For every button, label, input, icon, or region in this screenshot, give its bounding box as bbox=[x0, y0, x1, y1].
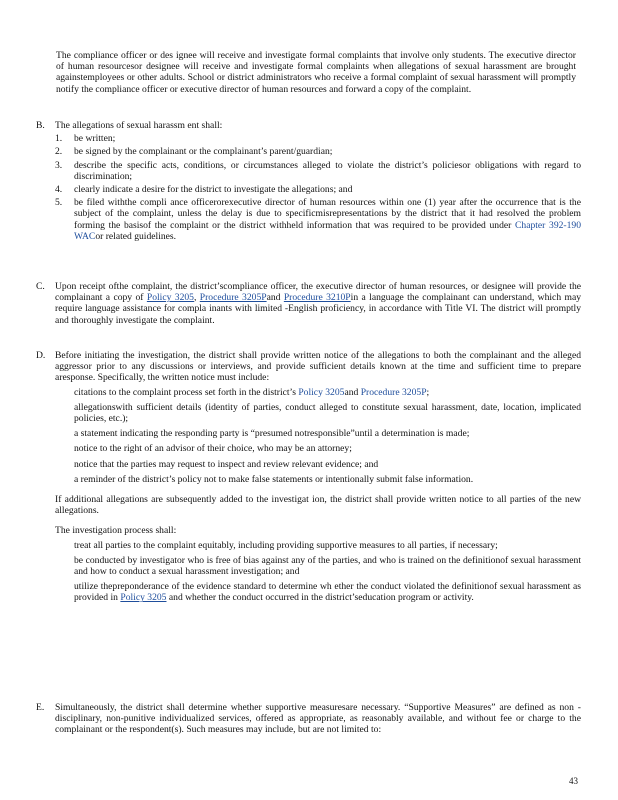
list-item: notice that the parties may request to inspect and review relevant evidence; and bbox=[74, 458, 379, 470]
section-b-lead: The allegations of sexual harassm ent shall: bbox=[55, 120, 223, 131]
section-e bbox=[36, 702, 581, 736]
list-item: 1. be written; bbox=[55, 133, 116, 145]
section-e-text: Simultaneously, the district shall determine whether supportive measuresare necessary. “Supportive Measures” are defined as non -disciplinary, non-punitive individualized services, offered as appropriate, as reasonably available, and without fee or charge to the complainant or the respondent(s). Such measures may include, but are not limited to: bbox=[55, 702, 581, 736]
investigation-process-list bbox=[55, 540, 581, 604]
list-item: utilize thepreponderance of the evidence standard to determine wh ether the conduct violated the definitionof sexual harassment as provided in Policy 3205 and whether the conduct occurred in the district’seducation program or activity. bbox=[74, 581, 581, 604]
page-number: 43 bbox=[569, 776, 578, 786]
list-item: 3. describe the specific acts, conditions, or circumstances alleged to violate the district’s policiesor obligations with regard to discrimination; bbox=[55, 159, 581, 182]
section-c bbox=[36, 281, 581, 326]
intro-paragraph: The compliance officer or des ignee will receive and investigate formal complaints that involve only students. The executive director of human resourcesor designee will receive and investigate formal complaints when allegations of sexual harassment are brought againstemployees or other adults. School or district administrators who receive a formal complaint of sexual harassment will promptly notify the compliance officer or executive director of human resources and forward a copy of the complaint. bbox=[56, 50, 576, 95]
list-item: be conducted by investigator who is free of bias against any of the parties, and who is trained on the definitionof sexual harassment and how to conduct a sexual harassment investigation; and bbox=[74, 554, 581, 578]
list-item: citations to the complaint process set forth in the district’s Policy 3205and Procedure 3205P; bbox=[74, 386, 430, 398]
section-b bbox=[36, 120, 581, 244]
procedure-3205p-link[interactable]: Procedure 3205P bbox=[199, 292, 267, 304]
list-item: 4. clearly indicate a desire for the district to investigate the allegations; and bbox=[55, 184, 353, 196]
chapter-392-190-wac-link[interactable]: Chapter 392-190 WAC bbox=[74, 219, 582, 242]
list-item: notice to the right of an advisor of their choice, who may be an attorney; bbox=[74, 443, 352, 455]
list-item: 2. be signed by the complainant or the complainant’s parent/guardian; bbox=[55, 146, 333, 158]
section-letter: C. bbox=[36, 281, 45, 292]
policy-3205-link[interactable]: Policy 3205 bbox=[120, 592, 167, 604]
section-c-text: Upon receipt ofthe complaint, the district’scompliance officer, the executive director of human resources, or designee will provide the complainant a copy of Policy 3205, Procedure 3205Pand Procedure 3210Pin a language the complainant can understand, which may require language assistance for compla inants with limited -English proficiency, in accordance with Title VI. The district will promptly and thoroughly investigate the complaint. bbox=[55, 281, 582, 326]
list-item: allegationswith sufficient details (identity of parties, conduct alleged to constitute sexual harassment, date, location, implicated policies, etc.); bbox=[74, 401, 581, 425]
section-letter: D. bbox=[36, 350, 46, 361]
section-letter: B. bbox=[36, 120, 45, 131]
policy-3205-link[interactable]: Policy 3205 bbox=[298, 386, 345, 398]
list-item: treat all parties to the complaint equitably, including providing supportive measures to all parties, if necessary; bbox=[74, 539, 498, 551]
section-d-lead: Before initiating the investigation, the district shall provide written notice of the allegations to both the complainant and the alleged aggressor prior to any discussions or interviews, and provide sufficient details known at the time and sufficient time to prepare aresponse. Specifically, the written notice must include: bbox=[55, 350, 581, 384]
list-item: 5. be filed withthe compli ance officerorexecutive director of human resources within one (1) year after the occurrence that is the subject of the complaint, unless the delay is due to specificmisrepresentations by the district that it had resolved the problem forming the basisof the complaint or the district withheld information that was required to be provided under Chapter 392-190 WACor related guidelines. bbox=[55, 197, 582, 242]
allegation-requirements-list bbox=[55, 133, 581, 242]
list-item: a reminder of the district’s policy not to make false statements or intentionally submit false information. bbox=[74, 473, 474, 485]
section-d bbox=[36, 350, 581, 608]
procedure-3205p-link[interactable]: Procedure 3205P bbox=[360, 386, 427, 398]
notice-contents-list bbox=[55, 387, 581, 485]
list-item: a statement indicating the responding party is “presumed notresponsible”until a determination is made; bbox=[74, 428, 470, 440]
investigation-process-heading: The investigation process shall: bbox=[55, 525, 177, 537]
additional-allegations-paragraph: If additional allegations are subsequently added to the investigat ion, the district shall provide written notice to all parties of the new allegations. bbox=[55, 494, 581, 517]
section-letter: E. bbox=[36, 702, 45, 713]
policy-3205-link[interactable]: Policy 3205 bbox=[146, 292, 194, 304]
procedure-3210p-link[interactable]: Procedure 3210P bbox=[283, 292, 351, 304]
